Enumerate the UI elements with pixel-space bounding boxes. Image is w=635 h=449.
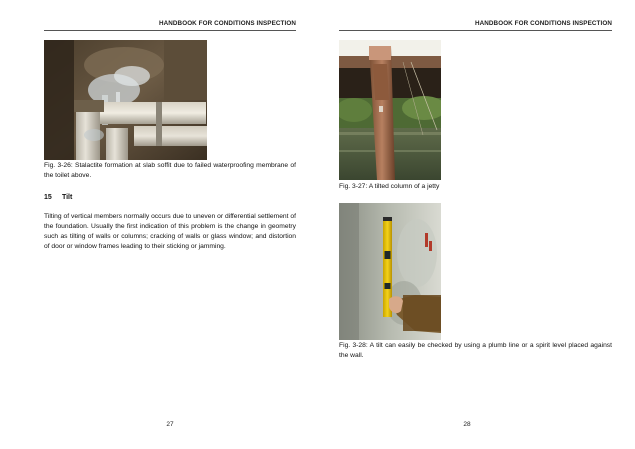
right-page	[317, 0, 635, 449]
header-rule	[44, 30, 296, 31]
jetty-column-photo-image	[339, 40, 441, 180]
spirit-level-photo	[339, 203, 441, 340]
section-heading	[44, 194, 72, 201]
page-number: 28	[463, 421, 471, 428]
jetty-column-photo	[339, 40, 441, 180]
stalactite-photo	[44, 40, 207, 160]
stalactite-photo-image	[44, 40, 207, 160]
section-number: 15	[44, 194, 52, 201]
page-number: 27	[166, 421, 174, 428]
section-title: Tilt	[61, 194, 73, 201]
figure-caption-bottom: Fig. 3-28: A tilt can easily be checked by using a plumb line or a spirit level placed against the wall.	[339, 342, 612, 359]
header-rule	[339, 30, 612, 31]
running-head: HANDBOOK FOR CONDITIONS INSPECTION	[474, 20, 612, 27]
figure-caption: Fig. 3-26: Stalactite formation at slab soffit due to failed waterproofing membrane of the toilet above.	[44, 162, 296, 179]
running-head: HANDBOOK FOR CONDITIONS INSPECTION	[158, 20, 296, 27]
figure-caption-top: Fig. 3-27: A tilted column of a jetty	[339, 183, 440, 190]
body-paragraph: Tilting of vertical members normally occurs due to uneven or differential settlement of the foundation. Usually the first indication of this problem is the change in geometry such as tilting of walls or columns; cracking of walls or glass window; and distortion of door or window frames leading to their sticking or jamming.	[44, 213, 296, 250]
left-page	[0, 0, 317, 449]
spirit-level-photo-image	[339, 203, 441, 340]
